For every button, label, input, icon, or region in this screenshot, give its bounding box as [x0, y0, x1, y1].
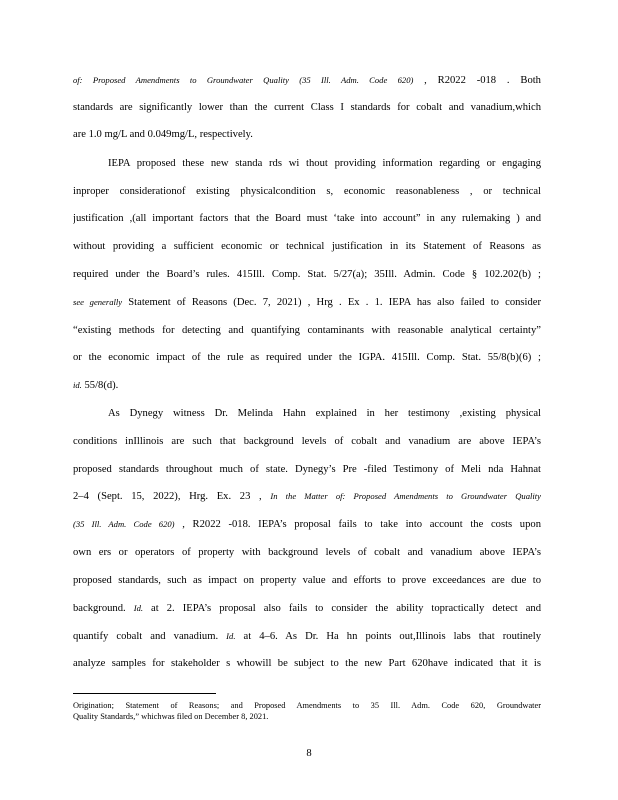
text-span: Statement of Reasons (Dec. 7, 2021) , Hrg . Ex . 1. IEPA has also failed to consider	[122, 297, 541, 308]
text-line: As Dynegy witness Dr. Melinda Hahn explained in her testimony ,existing physical	[108, 408, 541, 419]
text-line	[73, 630, 541, 643]
citation-italic: id.	[73, 380, 82, 390]
text-line: standards are significantly lower than the current Class I standards for cobalt and vanadium,which	[73, 102, 541, 113]
text-line: are 1.0 mg/L and 0.049mg/L, respectively.	[73, 129, 253, 140]
text-span: , R2022 -018 . Both	[413, 75, 541, 86]
text-line: “existing methods for detecting and quantifying contaminants with reasonable analytical certainty”	[73, 325, 541, 336]
text-line	[73, 74, 541, 87]
text-line	[73, 518, 541, 531]
text-line: IEPA proposed these new standa rds wi thout providing information regarding or engaging	[108, 158, 541, 169]
text-span: , R2022 -018. IEPA’s proposal fails to take into account the costs upon	[174, 519, 541, 530]
text-line: inproper considerationof existing physicalcondition s, economic reasonableness , or technical	[73, 186, 541, 197]
text-span: 2–4 (Sept. 15, 2022), Hrg. Ex. 23 ,	[73, 491, 271, 502]
footnote-line: Quality Standards,” whichwas filed on December 8, 2021.	[73, 712, 269, 721]
text-line	[73, 490, 541, 503]
text-span: 55/8(d).	[81, 380, 119, 391]
citation-italic: In the Matter of: Proposed Amendments to Groundwater Quality	[270, 491, 541, 501]
citation-italic: of: Proposed Amendments to Groundwater Quality (35 Ill. Adm. Code 620)	[73, 75, 414, 85]
footnote-line: Origination; Statement of Reasons; and Proposed Amendments to 35 Ill. Adm. Code 620, Groundwater	[73, 701, 541, 710]
text-line: analyze samples for stakeholder s whowill be subject to the new Part 620have indicated that it is	[73, 658, 541, 669]
text-line: own ers or operators of property with background levels of cobalt and vanadium above IEPA’s	[73, 547, 541, 558]
text-line: without providing a sufficient economic or technical justification in its Statement of Reasons as	[73, 241, 541, 252]
page-number: 8	[306, 748, 312, 759]
text-line: justification ,(all important factors that the Board must ‘take into account” in any rulemaking ) and	[73, 213, 541, 224]
text-span: at 2. IEPA’s proposal also fails to consider the ability topractically detect and	[143, 603, 541, 614]
citation-italic: (35 Ill. Adm. Code 620)	[73, 519, 175, 529]
citation-italic: see generally	[73, 297, 123, 307]
text-line: or the economic impact of the rule as required under the IGPA. 415Ill. Comp. Stat. 55/8(b)(6) ;	[73, 352, 541, 363]
text-span: background.	[73, 603, 134, 614]
text-line: conditions inIllinois are such that background levels of cobalt and vanadium are above IEPA’s	[73, 436, 541, 447]
text-line	[73, 296, 541, 309]
text-line	[73, 379, 541, 392]
text-line: proposed standards, such as impact on property value and efforts to prove exceedances are due to	[73, 575, 541, 586]
footnote-rule	[73, 693, 216, 694]
text-span: quantify cobalt and vanadium.	[73, 631, 227, 642]
text-line: proposed standards throughout much of state. Dynegy’s Pre -filed Testimony of Meli nda Hahnat	[73, 464, 541, 475]
text-span: at 4–6. As Dr. Ha hn points out,Illinois labs that routinely	[235, 631, 541, 642]
text-line: required under the Board’s rules. 415Ill. Comp. Stat. 5/27(a); 35Ill. Admin. Code § 102.202(b) ;	[73, 269, 541, 280]
citation-italic: Id.	[133, 603, 144, 613]
citation-italic: Id.	[226, 631, 236, 641]
text-line	[73, 602, 541, 615]
